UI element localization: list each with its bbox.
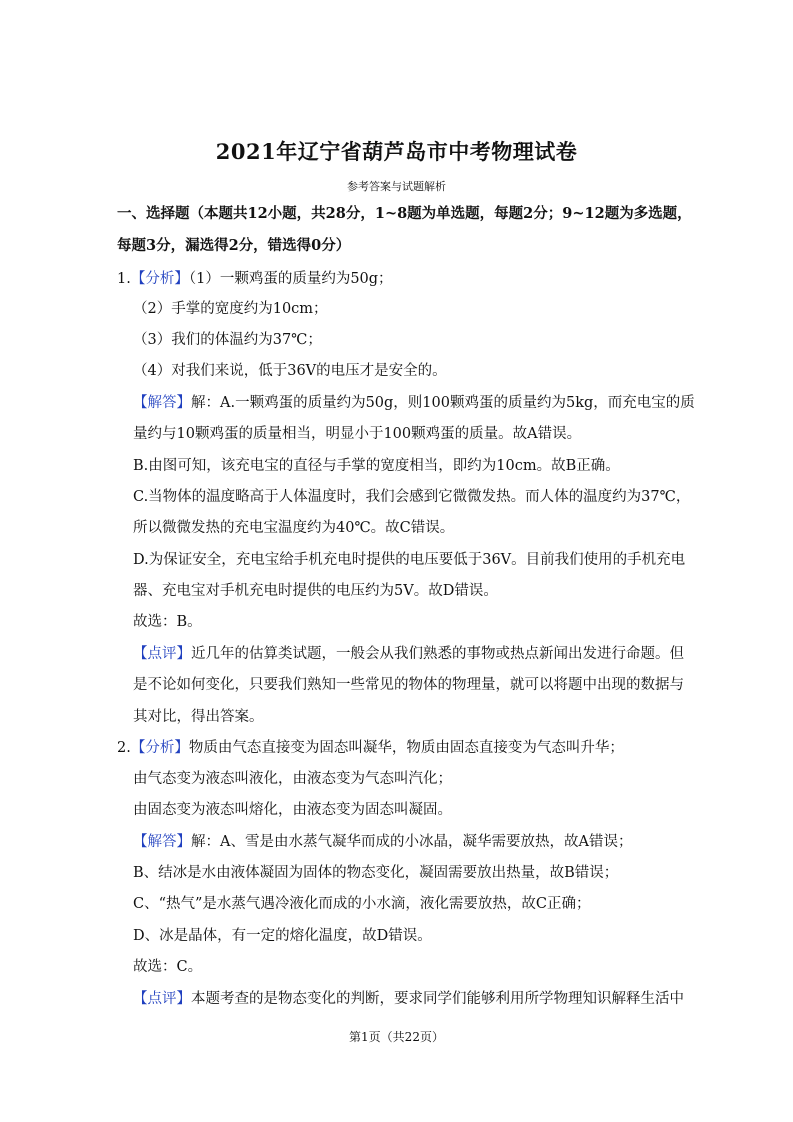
- q2-choice: 故选：C。: [133, 959, 203, 975]
- q1-answer-item: 量约与10颗鸡蛋的质量相当，明显小于100颗鸡蛋的质量。故A错误。: [133, 426, 582, 442]
- q2-answer-item: B、结冰是水由液体凝固为固体的物态变化，凝固需要放出热量，故B错误；: [133, 865, 619, 881]
- q2-answer-tag: 【解答】: [133, 834, 191, 850]
- q1-number: 1.: [117, 271, 131, 287]
- q1-answer-line: [133, 393, 695, 413]
- q2-comment-line: [133, 989, 684, 1009]
- q1-answer-item: 所以微微发热的充电宝温度约为40℃。故C错误。: [133, 520, 455, 536]
- q2-analysis-tag: 【分析】: [130, 740, 189, 756]
- q2-analysis-item: 由固态变为液态叫熔化，由液态变为固态叫凝固。: [133, 802, 452, 818]
- q1-analysis-item: （3）我们的体温约为37℃；: [133, 332, 322, 348]
- q1-answer-item: C.当物体的温度略高于人体温度时，我们会感到它微微发热。而人体的温度约为37℃，: [133, 489, 691, 505]
- q1-comment-item: 其对比，得出答案。: [133, 709, 264, 725]
- q2-answer-item: D、冰是晶体，有一定的熔化温度，故D错误。: [133, 928, 432, 944]
- q1-answer-item: D.为保证安全，充电宝给手机充电时提供的电压要低于36V。目前我们使用的手机充电: [133, 552, 686, 568]
- q1-answer-item: B.由图可知，该充电宝的直径与手掌的宽度相当，即约为10cm。故B正确。: [133, 458, 620, 474]
- q1-analysis-text: （1）一颗鸡蛋的质量约为50g；: [188, 271, 393, 287]
- q2-analysis-text: 物质由气态直接变为固态叫凝华，物质由固态直接变为气态叫升华；: [188, 740, 624, 756]
- q1-analysis-item: （4）对我们来说，低于36V的电压才是安全的。: [133, 363, 447, 379]
- q2-number: 2.: [117, 740, 131, 756]
- q2-analysis-item: 由气态变为液态叫液化，由液态变为气态叫汽化；: [133, 771, 452, 787]
- q1-answer-text: 解：A.一颗鸡蛋的质量约为50g，则100颗鸡蛋的质量约为5kg，而充电宝的质: [191, 395, 695, 411]
- q1-choice: 故选：B。: [133, 614, 202, 630]
- q2-answer-item: C、“热气”是水蒸气遇冷液化而成的小水滴，液化需要放热，故C正确；: [133, 896, 591, 912]
- q2-answer-line: [133, 832, 632, 852]
- q1-analysis-item: （2）手掌的宽度约为10cm；: [133, 301, 328, 317]
- q1-comment-line: [133, 644, 684, 664]
- q1-comment-tag: 【点评】: [133, 646, 191, 662]
- q2-answer-text: 解：A、雪是由水蒸气凝华而成的小冰晶，凝华需要放热，故A错误；: [191, 834, 633, 850]
- q1-comment-item: 是不论如何变化，只要我们熟知一些常见的物体的物理量，就可以将题中出现的数据与: [133, 677, 684, 693]
- q2-comment-text: 本题考查的是物态变化的判断，要求同学们能够利用所学物理知识解释生活中: [191, 991, 684, 1007]
- q1-answer-tag: 【解答】: [133, 395, 191, 411]
- section-heading-line2: 每题3分，漏选得2分，错选得0分）: [117, 237, 351, 254]
- section-heading-line1: 一、选择题（本题共12小题，共28分，1~8题为单选题，每题2分；9~12题为多选题，: [117, 205, 692, 222]
- q2-comment-tag: 【点评】: [133, 991, 191, 1007]
- q1-analysis-tag: 【分析】: [130, 271, 189, 287]
- page-footer: 第1页（共22页）: [349, 1030, 444, 1044]
- q1-analysis-line: [117, 269, 393, 289]
- q1-comment-text: 近几年的估算类试题，一般会从我们熟悉的事物或热点新闻出发进行命题。但: [191, 646, 684, 662]
- page-subtitle: 参考答案与试题解析: [347, 180, 446, 193]
- q1-answer-item: 器、充电宝对手机充电时提供的电压约为5V。故D错误。: [133, 583, 498, 599]
- q2-analysis-line: [117, 738, 624, 758]
- page-title: 2021年辽宁省葫芦岛市中考物理试卷: [215, 139, 578, 164]
